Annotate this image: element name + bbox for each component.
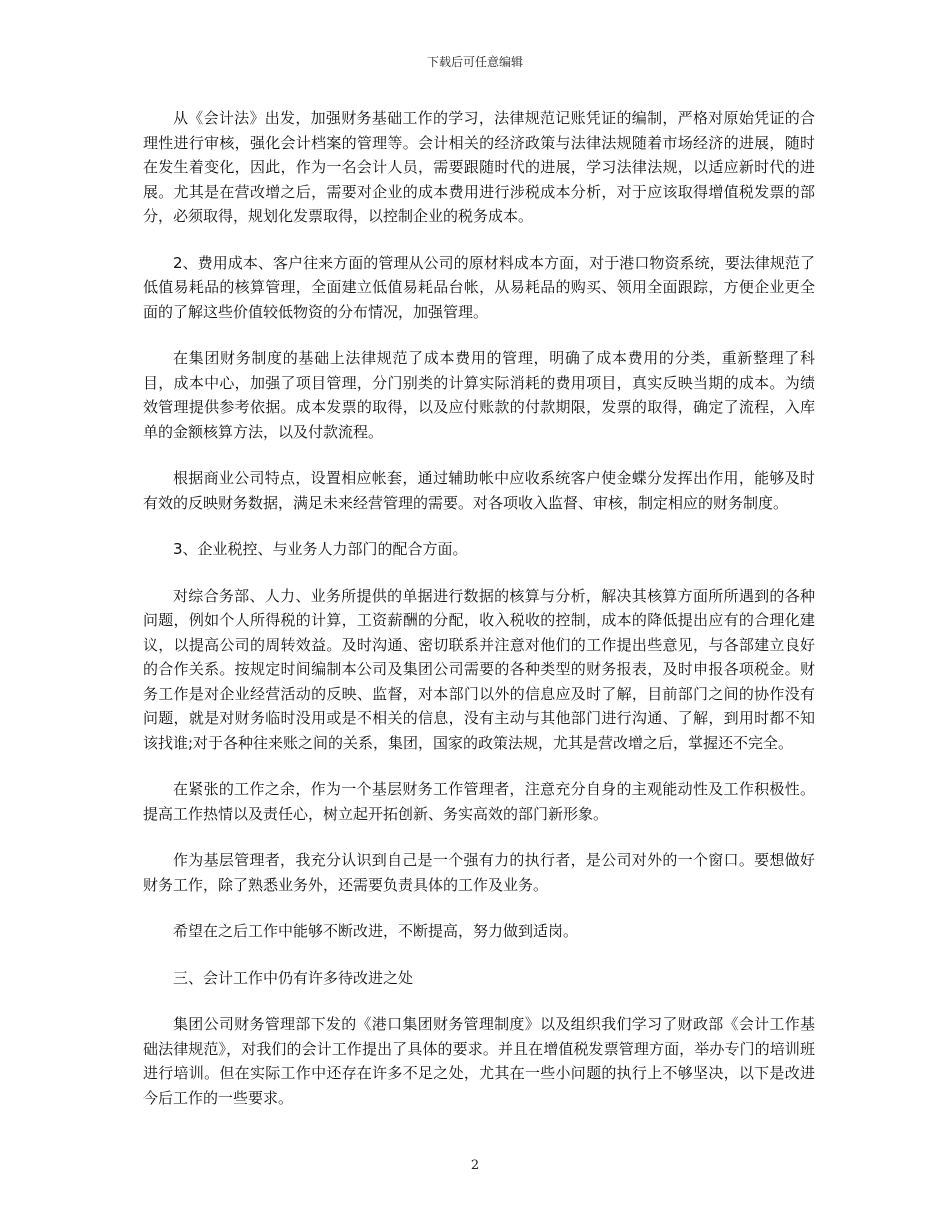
paragraph-section-three-heading: 三、会计工作中仍有许多待改进之处 [173,968,414,987]
paragraph-hope: 希望在之后工作中能够不断改进，不断提高，努力做到适岗。 [173,922,579,940]
paragraph-cost-management: 2、费用成本、客户往来方面的管理从公司的原材料成本方面，对于港口物资系统，要法律规范了低值易耗品的核算管理，全面建立低值易耗品台帐，从易耗品的购买、领用全面跟踪，方便企业更全面的了解这些价值较低物资的分布情况，加强管理。 [143,253,815,321]
document-body [143,106,815,1132]
page-header: 下载后可任意编辑 [426,55,523,69]
paragraph-department-cooperation: 对综合务部、人力、业务所提供的单据进行数据的核算与分析，解决其核算方面所所遇到的各种问题，例如个人所得税的计算，工资薪酬的分配，收入税收的控制，成本的降低提出应有的合理化建议，以提高公司的周转效益。及时沟通、密切联系并注意对他们的工作提出些意见，与各部建立良好的合作关系。按规定时间编制本公司及集团公司需要的各种类型的财务报表，及时申报各项税金。财务工作是对企业经营活动的反映、监督，对本部门以外的信息应及时了解，目前部门之间的协作没有问题，就是对财务临时没用或是不相关的信息，没有主动与其他部门进行沟通、了解，到用时都不知该找谁;对于各种往来账之间的关系，集团，国家的政策法规，尤其是营改增之后，掌握还不完全。 [143,586,815,752]
paragraph-manager-role: 作为基层管理者，我充分认识到自己是一个强有力的执行者，是公司对外的一个窗口。要想做好财务工作，除了熟悉业务外，还需要负责具体的工作及业务。 [143,851,815,894]
page-number: 2 [470,1158,480,1173]
paragraph-improvements: 集团公司财务管理部下发的《港口集团财务管理制度》以及组织我们学习了财政部《会计工作基础法律规范》，对我们的会计工作提出了具体的要求。并且在增值税发票管理方面，举办专门的培训班进行培训。但在实际工作中还存在许多不足之处，尤其在一些小问题的执行上不够坚决，以下是改进今后工作的一些要求。 [143,1015,815,1107]
paragraph-accounting-law: 从《会计法》出发，加强财务基础工作的学习，法律规范记账凭证的编制，严格对原始凭证的合理性进行审核，强化会计档案的管理等。会计相关的经济政策与法律法规随着市场经济的进展，随时在发生着变化，因此，作为一名会计人员，需要跟随时代的进展，学习法律法规，以适应新时代的进展。尤其是在营改增之后，需要对企业的成本费用进行涉税成本分析，对于应该取得增值税发票的部分，必须取得，规划化发票取得，以控制企业的税务成本。 [143,109,815,225]
paragraph-work-attitude: 在紧张的工作之余，作为一个基层财务工作管理者，注意充分自身的主观能动性及工作积极性。提高工作热情以及责任心，树立起开拓创新、务实高效的部门新形象。 [143,780,815,823]
paragraph-commercial-company: 根据商业公司特点，设置相应帐套，通过辅助帐中应收系统客户使金蝶分发挥出作用，能够及时有效的反映财务数据，满足未来经营管理的需要。对各项收入监督、审核，制定相应的财务制度。 [143,469,815,512]
paragraph-section-3-heading: 3、企业税控、与业务人力部门的配合方面。 [173,540,468,558]
paragraph-cost-system: 在集团财务制度的基础上法律规范了成本费用的管理，明确了成本费用的分类，重新整理了科目，成本中心，加强了项目管理，分门别类的计算实际消耗的费用项目，真实反映当期的成本。为绩效管理提供参考依据。成本发票的取得，以及应付账款的付款期限，发票的取得，确定了流程，入库单的金额核算方法，以及付款流程。 [143,349,815,441]
